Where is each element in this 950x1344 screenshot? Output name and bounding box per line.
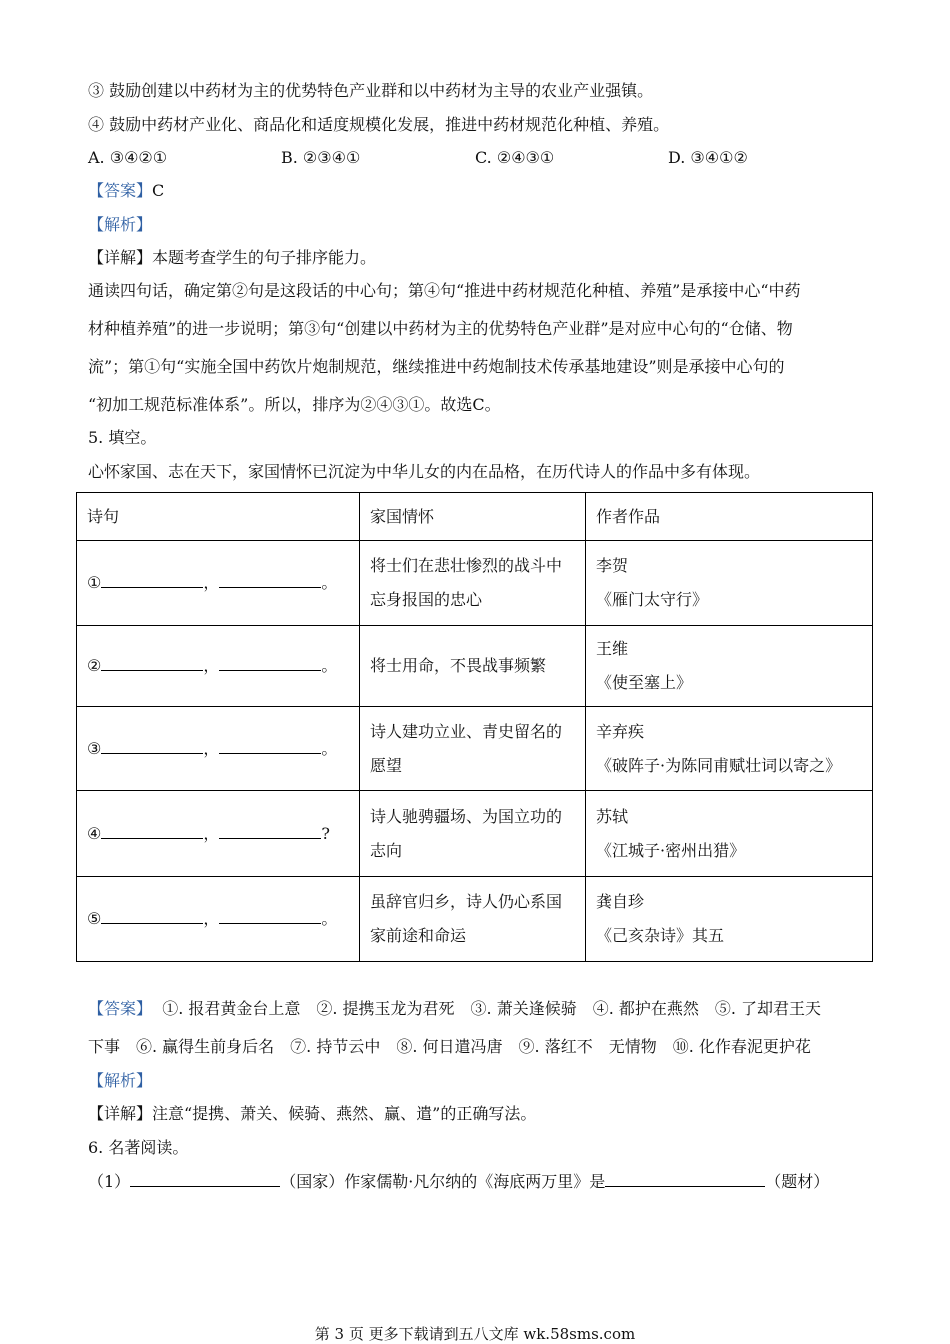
answer-tag: 【答案】 (88, 181, 153, 200)
q4-option-a: A. ③④②① (88, 148, 168, 167)
q4-explain-line-1: 通读四句话，确定第②句是这段话的中心句；第④句“推进中药材规范化种植、养殖”是承接中心“中药 (88, 281, 801, 300)
poem-blank-cell: ④ ， ? (77, 791, 360, 877)
fill-blank[interactable] (219, 737, 321, 754)
header-author-work: 作者作品 (586, 493, 873, 541)
header-feeling: 家国情怀 (360, 493, 586, 541)
q4-detail: 【详解】本题考查学生的句子排序能力。 (88, 248, 377, 267)
answer-tag: 【答案】 (88, 999, 153, 1018)
q4-item-4: ④ 鼓励中药材产业化、商品化和适度规模化发展，推进中药材规范化种植、养殖。 (88, 115, 670, 134)
q6-title: 6. 名著阅读。 (88, 1138, 189, 1157)
fill-blank[interactable] (101, 737, 203, 754)
fill-blank[interactable] (101, 822, 203, 839)
author-cell: 王维 《使至塞上》 (586, 626, 873, 707)
feeling-cell: 诗人驰骋疆场、为国立功的 志向 (360, 791, 586, 877)
poem-table (76, 492, 873, 962)
table-row (77, 707, 873, 791)
author-cell: 李贺 《雁门太守行》 (586, 541, 873, 626)
fill-blank[interactable] (101, 907, 203, 924)
q4-analysis-tag: 【解析】 (88, 215, 153, 234)
table-row (77, 541, 873, 626)
author-cell: 辛弃疾 《破阵子·为陈同甫赋壮词以寄之》 (586, 707, 873, 791)
table-header-row (77, 493, 873, 541)
q5-intro: 心怀家国、志在天下，家国情怀已沉淀为中华儿女的内在品格，在历代诗人的作品中多有体现。 (88, 462, 761, 481)
header-poem: 诗句 (77, 493, 360, 541)
fill-blank[interactable] (101, 571, 203, 588)
q4-option-b: B. ②③④① (281, 148, 361, 167)
answer-text: ①. 报君黄金台上意 ②. 提携玉龙为君死 ③. 萧关逢候骑 ④. 都护在燕然 ⑤. 了却君王天 (162, 999, 822, 1018)
q5-analysis-tag: 【解析】 (88, 1071, 153, 1090)
table-row (77, 877, 873, 962)
q6-part-1: （1） （国家）作家儒勒·凡尔纳的《海底两万里》是 （题材） (88, 1172, 830, 1191)
feeling-cell: 诗人建功立业、青史留名的 愿望 (360, 707, 586, 791)
fill-blank[interactable] (605, 1170, 765, 1187)
table-row (77, 791, 873, 877)
poem-blank-cell: ② ， 。 (77, 626, 360, 707)
q5-answer-line-1 (88, 998, 821, 1020)
q4-explain-line-4: “初加工规范标准体系”。所以，排序为②④③①。故选C。 (88, 395, 501, 414)
q5-answer-line-2: 下事 ⑥. 赢得生前身后名 ⑦. 持节云中 ⑧. 何日遣冯唐 ⑨. 落红不 无情物 ⑩. 化作春泥更护花 (88, 1037, 811, 1056)
q4-item-3: ③ 鼓励创建以中药材为主的优势特色产业群和以中药材为主导的农业产业强镇。 (88, 81, 654, 100)
q5-detail: 【详解】注意“提携、萧关、候骑、燕然、赢、遣”的正确写法。 (88, 1104, 537, 1123)
poem-blank-cell: ③ ， 。 (77, 707, 360, 791)
poem-blank-cell: ① ， 。 (77, 541, 360, 626)
q4-answer (88, 180, 164, 202)
q4-option-c: C. ②④③① (475, 148, 555, 167)
q4-explain-line-3: 流”；第①句“实施全国中药饮片炮制规范，继续推进中药炮制技术传承基地建设”则是承接中心句的 (88, 357, 785, 376)
page-footer: 第 3 页 更多下载请到五八文库 wk.58sms.com (314, 1325, 636, 1343)
q4-option-d: D. ③④①② (668, 148, 748, 167)
fill-blank[interactable] (101, 654, 203, 671)
fill-blank[interactable] (219, 907, 321, 924)
poem-blank-cell: ⑤ ， 。 (77, 877, 360, 962)
fill-blank[interactable] (219, 654, 321, 671)
table-row (77, 626, 873, 707)
fill-blank[interactable] (130, 1170, 280, 1187)
feeling-cell: 将士用命，不畏战事频繁 (360, 626, 586, 707)
q4-explain-line-2: 材种植养殖”的进一步说明；第③句“创建以中药材为主的优势特色产业群”是对应中心句的“仓储、物 (88, 319, 793, 338)
author-cell: 苏轼 《江城子·密州出猎》 (586, 791, 873, 877)
q5-title: 5. 填空。 (88, 428, 157, 447)
fill-blank[interactable] (219, 571, 321, 588)
fill-blank[interactable] (219, 822, 321, 839)
author-cell: 龚自珍 《己亥杂诗》其五 (586, 877, 873, 962)
feeling-cell: 将士们在悲壮惨烈的战斗中 忘身报国的忠心 (360, 541, 586, 626)
answer-value: C (152, 181, 165, 200)
feeling-cell: 虽辞官归乡，诗人仍心系国 家前途和命运 (360, 877, 586, 962)
